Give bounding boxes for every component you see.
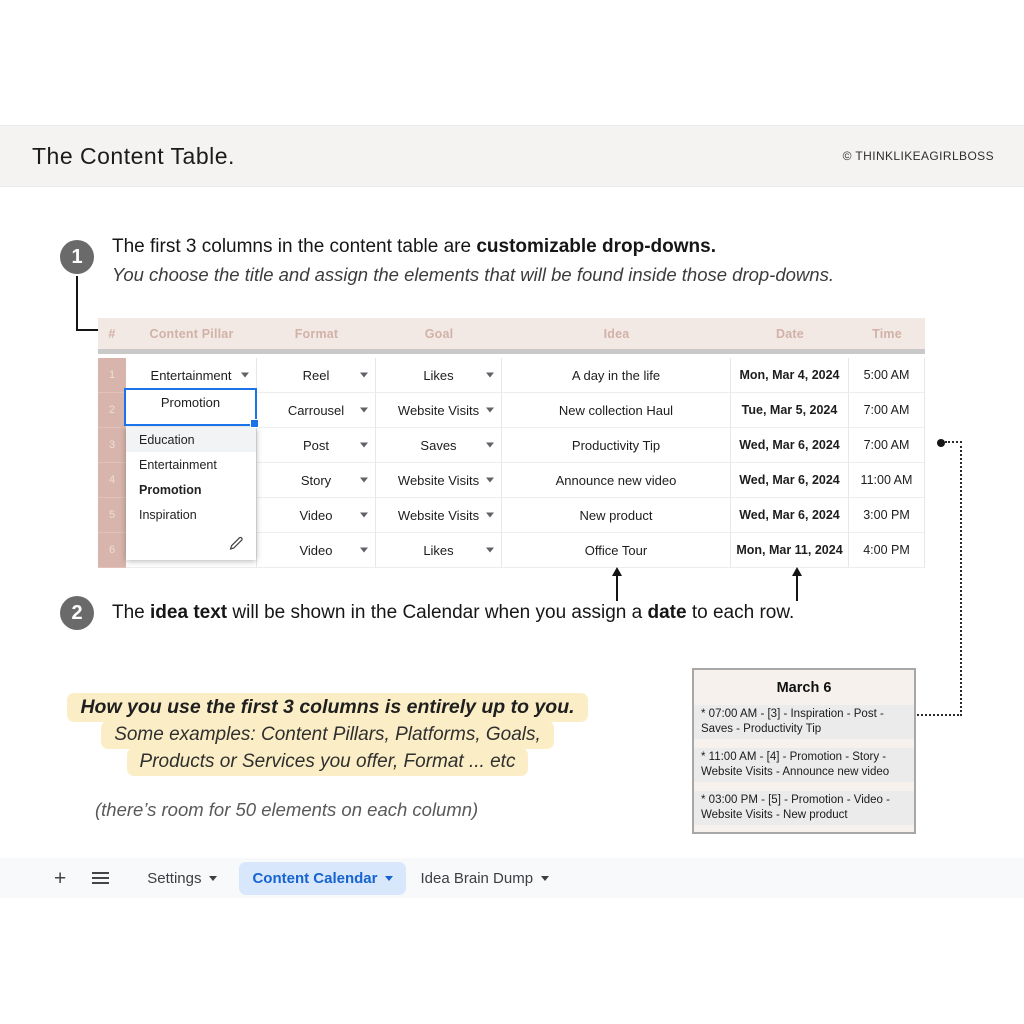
step2-badge [60, 596, 94, 630]
calendar-entry: * 11:00 AM - [4] - Promotion - Story - Website Visits - Announce new video [694, 748, 914, 782]
cell-date[interactable]: Wed, Mar 6, 2024 [731, 428, 849, 463]
col-header-content-pillar: Content Pillar [149, 326, 234, 341]
cell-goal[interactable]: Likes [376, 358, 502, 393]
connector-line [76, 276, 78, 330]
chevron-down-icon [486, 373, 494, 378]
highlight-line-3: Products or Services you offer, Format ... etc [127, 748, 529, 776]
chevron-down-icon [486, 513, 494, 518]
chevron-down-icon [541, 876, 549, 881]
cell-format[interactable]: Carrousel [257, 393, 376, 428]
dropdown-option-education[interactable]: Education [126, 427, 256, 452]
row-number: 1 [98, 358, 126, 393]
cell-time[interactable]: 7:00 AM [849, 428, 925, 463]
calendar-card [692, 668, 916, 834]
cell-goal[interactable]: Likes [376, 533, 502, 568]
dropdown-menu [126, 427, 256, 560]
step2-text: The idea text will be shown in the Calendar when you assign a date to each row. [112, 602, 795, 623]
chevron-down-icon [360, 478, 368, 483]
cell-format[interactable]: Post [257, 428, 376, 463]
selected-cell-editor[interactable]: Promotion [124, 388, 257, 426]
step2-number: 2 [71, 601, 83, 624]
chevron-down-icon [360, 548, 368, 553]
col-header-index: # [108, 326, 116, 341]
cell-goal[interactable]: Website Visits [376, 393, 502, 428]
cell-format[interactable]: Video [257, 533, 376, 568]
highlight-tip [55, 694, 600, 776]
arrow-line [796, 574, 798, 601]
cell-time[interactable]: 11:00 AM [849, 463, 925, 498]
col-header-date: Date [776, 326, 804, 341]
col-header-goal: Goal [424, 326, 454, 341]
cell-date[interactable]: Mon, Mar 11, 2024 [731, 533, 849, 568]
arrow-line [616, 574, 618, 601]
cell-goal[interactable]: Saves [376, 428, 502, 463]
row-number: 6 [98, 533, 126, 568]
cell-idea[interactable]: New product [502, 498, 731, 533]
all-sheets-menu-icon[interactable] [92, 872, 109, 884]
cell-format[interactable]: Reel [257, 358, 376, 393]
chevron-down-icon [360, 408, 368, 413]
table-header-row [98, 318, 925, 349]
calendar-entry: * 07:00 AM - [3] - Inspiration - Post - Saves - Productivity Tip [694, 705, 914, 739]
dotted-line [960, 441, 962, 716]
chevron-down-icon [241, 373, 249, 378]
pencil-icon [228, 536, 244, 552]
chevron-down-icon [360, 513, 368, 518]
connector-dot [937, 439, 945, 447]
cell-time[interactable]: 4:00 PM [849, 533, 925, 568]
cell-goal[interactable]: Website Visits [376, 498, 502, 533]
header-shadow [98, 349, 925, 354]
tab-settings[interactable]: Settings [147, 870, 217, 887]
cell-goal[interactable]: Website Visits [376, 463, 502, 498]
calendar-entries [694, 705, 914, 825]
col-header-time: Time [872, 326, 902, 341]
cell-idea[interactable]: Announce new video [502, 463, 731, 498]
cell-idea[interactable]: Office Tour [502, 533, 731, 568]
chevron-down-icon [486, 478, 494, 483]
chevron-down-icon [209, 876, 217, 881]
sheet-tab-bar [0, 858, 1024, 898]
cell-idea[interactable]: New collection Haul [502, 393, 731, 428]
cell-format[interactable]: Video [257, 498, 376, 533]
cell-date[interactable]: Wed, Mar 6, 2024 [731, 463, 849, 498]
cell-time[interactable]: 5:00 AM [849, 358, 925, 393]
chevron-down-icon [385, 876, 393, 881]
add-sheet-button[interactable]: + [54, 866, 67, 890]
cell-format[interactable]: Story [257, 463, 376, 498]
dropdown-option-promotion[interactable]: Promotion [139, 482, 202, 497]
cell-time[interactable]: 3:00 PM [849, 498, 925, 533]
dropdown-option-entertainment[interactable]: Entertainment [139, 457, 217, 472]
calendar-date-title: March 6 [776, 680, 832, 696]
chevron-down-icon [360, 443, 368, 448]
chevron-down-icon [360, 373, 368, 378]
chevron-down-icon [486, 443, 494, 448]
dotted-line [910, 714, 962, 716]
cell-idea[interactable]: Productivity Tip [502, 428, 731, 463]
step1-number: 1 [71, 245, 83, 268]
page-title: The Content Table. [32, 142, 235, 169]
dropdown-option-inspiration[interactable]: Inspiration [139, 507, 197, 522]
copyright-text: © THINKLIKEAGIRLBOSS [842, 149, 994, 163]
col-header-idea: Idea [603, 326, 630, 341]
content-table [98, 318, 925, 568]
chevron-down-icon [486, 548, 494, 553]
cell-date[interactable]: Tue, Mar 5, 2024 [731, 393, 849, 428]
header-band [0, 125, 1024, 187]
cell-time[interactable]: 7:00 AM [849, 393, 925, 428]
cell-idea[interactable]: A day in the life [502, 358, 731, 393]
calendar-entry: * 03:00 PM - [5] - Promotion - Video - Website Visits - New product [694, 791, 914, 825]
step1-text: The first 3 columns in the content table are customizable drop-downs. [112, 236, 716, 257]
row-number: 4 [98, 463, 126, 498]
tab-content-calendar[interactable]: Content Calendar [239, 862, 406, 895]
row-number: 3 [98, 428, 126, 463]
col-header-format: Format [294, 326, 339, 341]
chevron-down-icon [486, 408, 494, 413]
tab-idea-brain-dump[interactable]: Idea Brain Dump [420, 870, 549, 887]
row-number: 5 [98, 498, 126, 533]
step1-subtext: You choose the title and assign the elements that will be found inside those drop-downs. [112, 264, 834, 285]
row-number: 2 [98, 393, 126, 428]
cell-pillar[interactable]: Entertainment [126, 358, 257, 393]
highlight-line-1: How you use the first 3 columns is entirely up to you. [67, 693, 587, 722]
dropdown-edit-row[interactable] [126, 527, 256, 560]
cell-date[interactable]: Wed, Mar 6, 2024 [731, 498, 849, 533]
capacity-note: (there’s room for 50 elements on each column) [95, 799, 479, 820]
cell-date[interactable]: Mon, Mar 4, 2024 [731, 358, 849, 393]
highlight-line-2: Some examples: Content Pillars, Platforms, Goals, [101, 721, 554, 749]
step1-badge [60, 240, 94, 274]
